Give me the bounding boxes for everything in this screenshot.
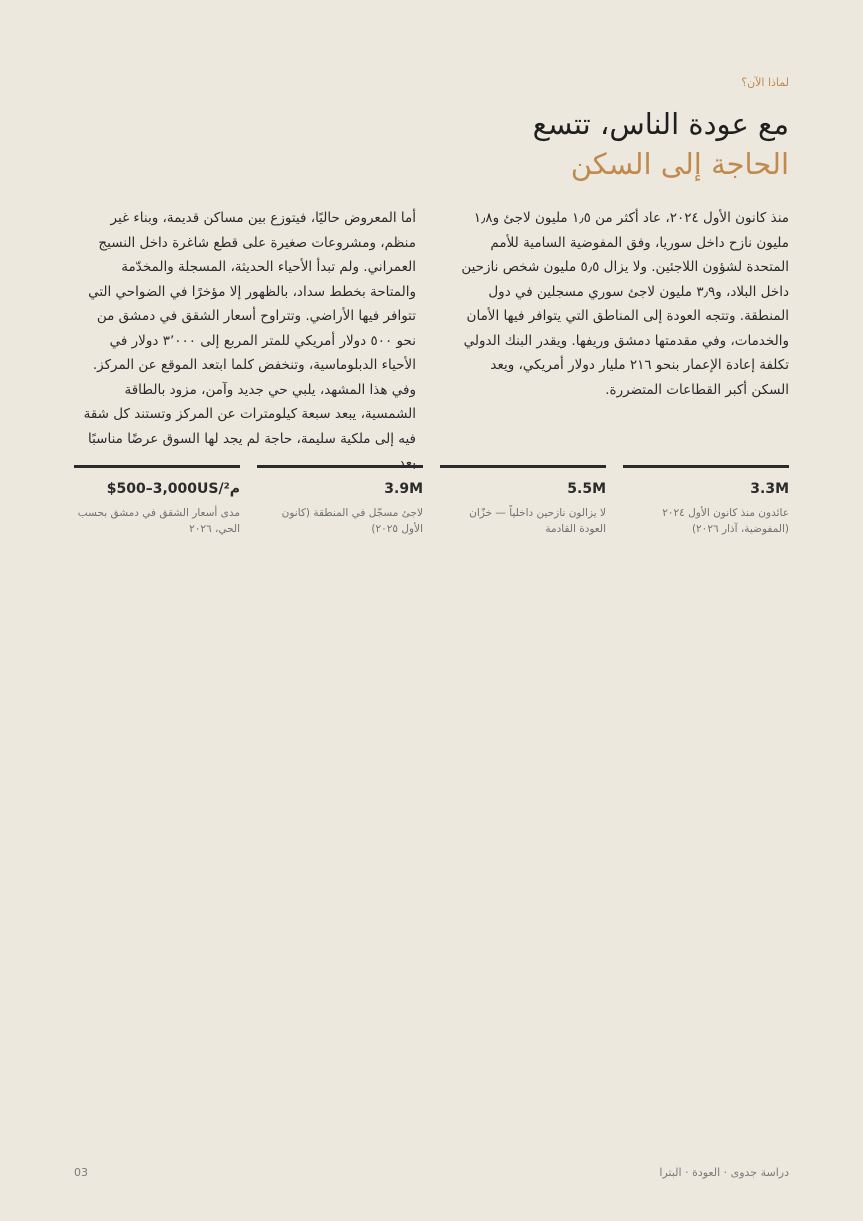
title-line-2: الحاجة إلى السكن <box>570 147 789 181</box>
stats-row <box>73 465 789 537</box>
title-line-1: مع عودة الناس، تتسع <box>532 107 789 141</box>
stat-returnees <box>623 465 789 537</box>
body-column-left: أما المعروض حاليًا، فيتوزع بين مساكن قديمة، وبناء غير منظم، ومشروعات صغيرة على قطع شاغرة داخل النسيج العمراني. ولم تبدأ الأحياء الحديثة، المسجلة والمخدّمة والمتاحة بخطط سداد، بالظهور إلا مؤخرًا في الضواحي التي تتوافر فيها الأراضي. وتتراوح أسعار الشقق في دمشق من نحو ٥٠٠ دولار أمريكي للمتر المربع إلى ٣٬٠٠٠ دولار في الأحياء الدبلوماسية، وتنخفض كلما ابتعد الموقع عن المركز. وفي هذا المشهد، يلبي حي جديد وآمن، مزود بالطاقة الشمسية، يبعد سبعة كيلومترات عن المركز وتستند كل شقة فيه إلى ملكية سليمة، حاجة لم يجد لها السوق عرضًا مناسبًا بعد. <box>83 210 416 471</box>
stat-label: لاجئ مسجّل في المنطقة (كانون الأول ٢٠٢٥) <box>281 507 423 535</box>
section-kicker: لماذا الآن؟ <box>741 76 789 89</box>
stat-price-range <box>74 465 240 537</box>
stat-label: عائدون منذ كانون الأول ٢٠٢٤ (المفوضية، آذار ٢٠٢٦) <box>662 507 789 535</box>
page-number: 03 <box>74 1166 88 1179</box>
stat-idps <box>440 465 606 537</box>
stat-refugees <box>257 465 423 537</box>
page-footer <box>74 1166 789 1179</box>
stat-label: مدى أسعار الشقق في دمشق بحسب الحي، ٢٠٢٦ <box>77 507 240 535</box>
footer-title: دراسة جدوى · العودة · البترا <box>659 1166 789 1179</box>
stat-label: لا يزالون نازحين داخلياً — خزّان العودة القادمة <box>469 507 606 535</box>
stat-value: 5.5M <box>567 481 606 497</box>
page-title <box>289 104 789 184</box>
stat-value: 3.9M <box>384 481 423 497</box>
body-column-right: منذ كانون الأول ٢٠٢٤، عاد أكثر من ١٫٥ مليون لاجئ و١٫٨ مليون نازح داخل سوريا، وفق المفوضية السامية للأمم المتحدة لشؤون اللاجئين. ولا يزال ٥٫٥ مليون شخص نازحين داخل البلاد، و٣٫٩ مليون لاجئ سوري مسجلين في دول المنطقة. وتتجه العودة إلى المناطق التي يتوافر فيها الأمان والخدمات، وفي مقدمتها دمشق وريفها. ويقدر البنك الدولي تكلفة إعادة الإعمار بنحو ٢١٦ مليار دولار أمريكي، ويعد السكن أكبر القطاعات المتضررة. <box>461 210 789 398</box>
stat-value: 3.3M <box>750 481 789 497</box>
stat-value: $500–3,000US/م² <box>106 481 240 497</box>
